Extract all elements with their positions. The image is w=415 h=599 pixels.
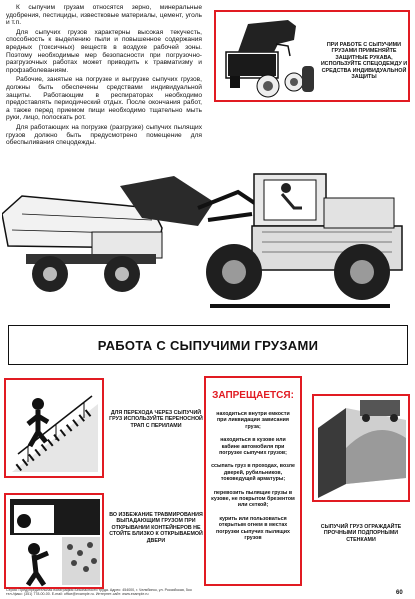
main-title-frame — [8, 325, 408, 365]
forbidden-item: курить или пользоваться открытым огнем в местах погрузки сыпучих пылящих грузов — [216, 515, 290, 542]
container-caption: ВО ИЗБЕЖАНИЕ ТРАВМИРОВАНИЯ ВЫПАДАЮЩИМ ГРУЗОМ ПРИ ОТКРЫВАНИИ КОНТЕЙНЕРОВ НЕ СТОЙТЕ БЛИЗКО К ОТКРЫВАЕМОЙ ДВЕРИ — [109, 512, 203, 544]
forbidden-item: находиться в кузове или кабине автомобиля при погрузке сыпучих грузов; — [219, 437, 287, 457]
intro-paragraph-3: Рабочие, занятые на погрузке и выгрузке сыпучих грузов, должны быть обеспечены средствами индивидуальной защиты. Работающим в респираторах необходимо предоставлять периодический отдых. После окончания работ, а также перед приемом пищи необходимо тщательно мыть руки, лицо, полоскать рот. — [6, 76, 202, 122]
wall-panel — [312, 394, 410, 502]
intro-text — [6, 4, 202, 149]
footer-line-2: тел./факс: (351) 778-00-00. E-mail: office@example.ru. Интернет-сайт: www.example.ru — [6, 592, 149, 597]
stairs-illustration — [8, 384, 102, 476]
ppe-panel — [214, 10, 410, 102]
loader-truck-illustration — [2, 168, 413, 316]
retaining-wall-illustration — [316, 398, 408, 500]
forbidden-item: ссыпать груз в проходах, возле дверей, рубильников, токоведущей арматуры; — [211, 463, 295, 483]
main-title: РАБОТА С СЫПУЧИМИ ГРУЗАМИ — [97, 337, 319, 353]
stairs-caption: ДЛЯ ПЕРЕХОДА ЧЕРЕЗ СЫПУЧИЙ ГРУЗ ИСПОЛЬЗУЙТЕ ПЕРЕНОСНОЙ ТРАП С ПЕРИЛАМИ — [109, 410, 203, 429]
footer-line-1: Серия: Предупредительная полиграфия Безопасности труда. Адрес: 454000, г. Челябинск, ул. Российская, 5оо — [6, 588, 192, 592]
intro-paragraph-2: Для сыпучих грузов характерны высокая текучесть, способность к выделению пыли и повышенное содержания вредных (токсичных) веществ в воздухе рабочей зоны. Поэтому необходимые мер безопасности при погрузочно-разгрузочных работах может приводить к травматизму и профзаболеваниям. — [6, 28, 202, 74]
forbidden-title: ЗАПРЕЩАЕТСЯ: — [212, 390, 294, 401]
hopper-illustration — [218, 16, 318, 100]
wall-caption: СЫПУЧИЙ ГРУЗ ОГРАЖДАЙТЕ ПРОЧНЫМИ ПОДПОРНЫМИ СТЕНКАМИ — [320, 524, 402, 543]
intro-paragraph-1: К сыпучим грузам относятся зерно, минеральные удобрения, пестициды, известковые материалы, цемент, уголь и т.п. — [6, 4, 202, 27]
forbidden-item: находиться внутри емкости при ликвидации зависания груза; — [216, 411, 290, 430]
container-illustration — [8, 497, 102, 587]
forbidden-list — [211, 411, 295, 542]
forbidden-panel — [204, 376, 302, 586]
ppe-caption: ПРИ РАБОТЕ С СЫПУЧИМИ ГРУЗАМИ ПРИМЕНЯЙТЕ ЗАЩИТНЫЕ РУКАВА, ИСПОЛЬЗУЙТЕ СПЕЦОДЕЖДУ И СРЕДСТВА ИНДИВИДУАЛЬНОЙ ЗАЩИТЫ — [320, 42, 408, 81]
forbidden-item: перевозить пылящие грузы в кузове, не покрытом брезентом или сеткой; — [211, 489, 295, 509]
stairs-panel — [4, 378, 104, 478]
intro-paragraph-4: Для работающих на погрузке (разгрузке) сыпучих пылящих грузов должно быть предусмотрено помещение для обеспыливания спецодежды. — [6, 123, 202, 147]
footer — [6, 588, 206, 596]
container-panel — [4, 493, 104, 589]
page-number: 60 — [396, 590, 403, 596]
